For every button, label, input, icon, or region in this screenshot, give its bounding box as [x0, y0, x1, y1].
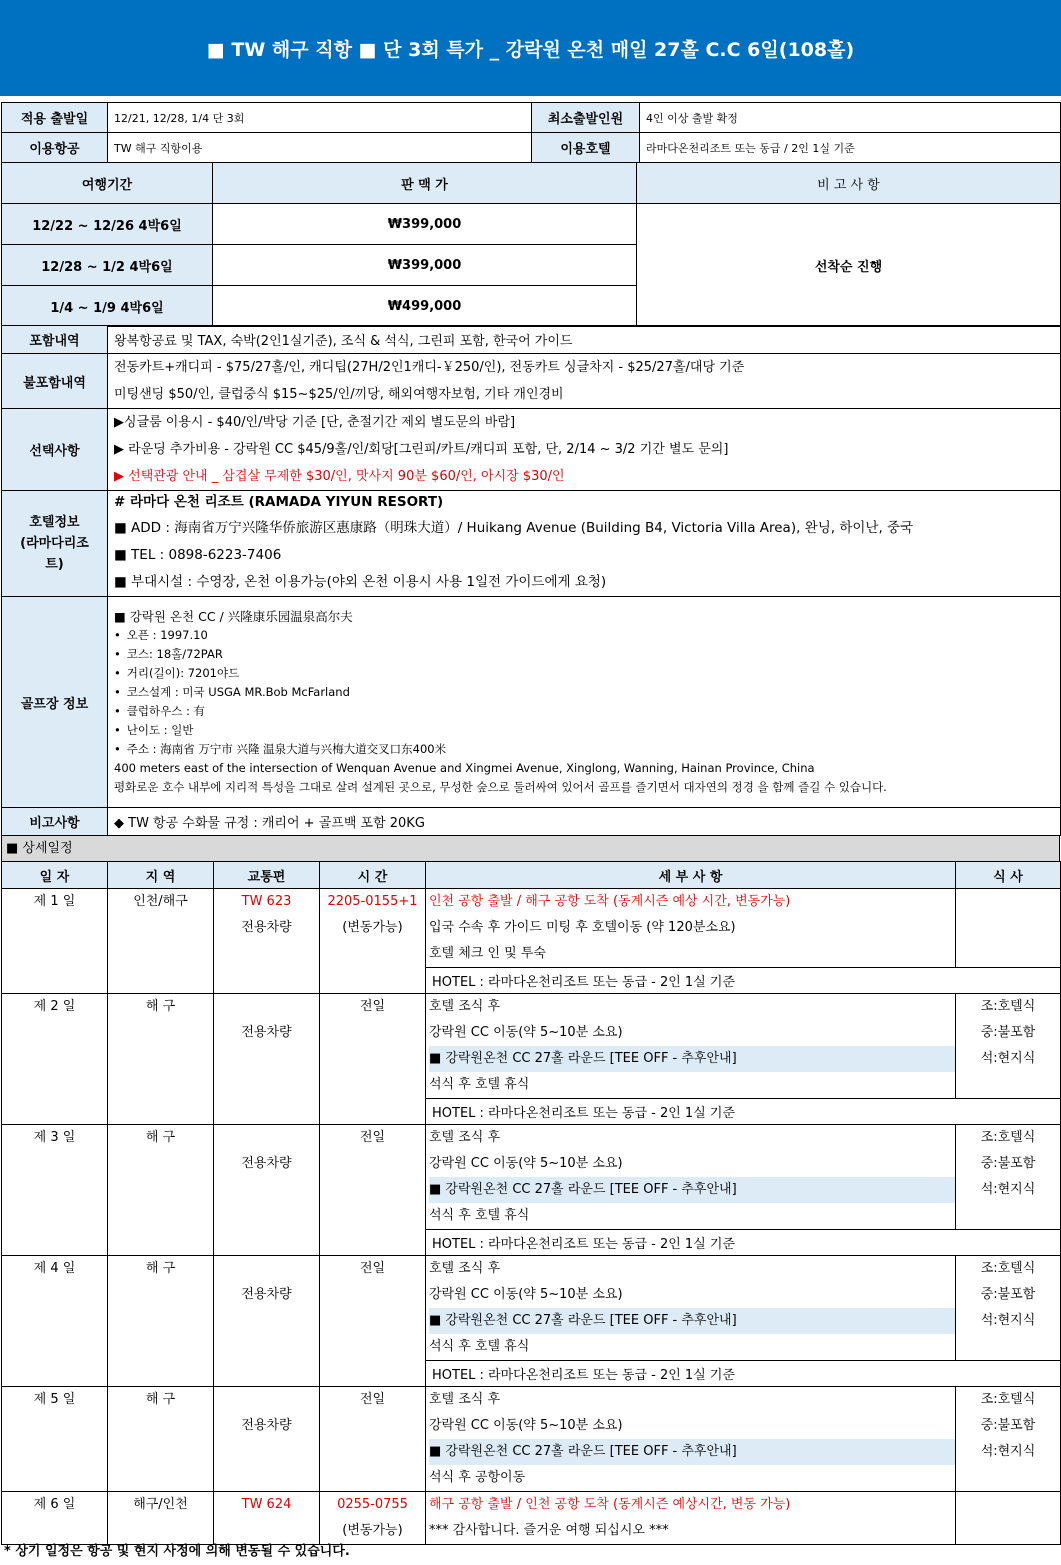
detail-round-line: ■ 강락원온천 CC 27홀 라운드 [TEE OFF - 추후안내]	[429, 1177, 955, 1203]
footer-note: * 상기 일정은 항공 및 현지 사정에 의해 변동될 수 있습니다.	[4, 1544, 350, 1559]
options-label: 선택사항	[2, 409, 108, 491]
vehicle-label: 전용차량	[241, 1287, 292, 1302]
detail-round-line: ■ 강락원온천 CC 27홀 라운드 [TEE OFF - 추후안내]	[429, 1439, 955, 1465]
col-transport: 교통편	[214, 862, 320, 889]
day-cell	[2, 1492, 108, 1545]
transport-cell	[214, 994, 320, 1125]
exclude-values	[108, 354, 1061, 409]
detail-line: 호텔 체크 인 및 투숙	[429, 946, 546, 961]
golf-bullet: • 난이도 : 일반	[114, 721, 1060, 740]
day-cell	[2, 1125, 108, 1256]
hotel-line: HOTEL : 라마다온천리조트 또는 동급 - 2인 1실 기준	[426, 1361, 1061, 1387]
price-cell: ₩399,000	[213, 245, 637, 286]
meal-dinner: 석:현지식	[980, 1313, 1036, 1328]
vehicle-label: 전용차량	[241, 920, 292, 935]
day-label: 제 5 일	[33, 1392, 76, 1407]
col-day: 일 자	[2, 862, 108, 889]
detail-line: 강락원 CC 이동(약 5~10분 소요)	[429, 1025, 623, 1040]
transport-cell	[214, 1492, 320, 1545]
hotel-info-values	[108, 491, 1061, 597]
golf-bullet: • 코스: 18홀/72PAR	[114, 645, 1060, 664]
detail-line: 석식 후 호텔 휴식	[429, 1339, 530, 1354]
day-cell	[2, 889, 108, 994]
region-cell	[108, 1387, 214, 1492]
golf-description: 평화로운 호수 내부에 지리적 특성을 그대로 살려 설계된 곳으로, 무성한 숲으로 둘러싸여 있어서 골프를 즐기면서 대자연의 정경 을 함께 즐길 수 있습니다.	[114, 780, 887, 794]
include-label: 포함내역	[2, 326, 108, 354]
region-label: 해 구	[145, 999, 176, 1014]
airline-label: 이용항공	[2, 133, 108, 163]
price-cell: ₩399,000	[213, 204, 637, 245]
vehicle-label: 전용차량	[241, 1156, 292, 1171]
region-label: 해 구	[145, 1261, 176, 1276]
meals-cell	[956, 1492, 1061, 1545]
hotel-address: ■ ADD : 海南省万宁兴隆华侨旅游区惠康路（明珠大道）/ Huikang Avenue (Building B4, Victoria Villa Area), 완닝, 하이난, 중국	[114, 520, 914, 536]
details-cell	[426, 1125, 956, 1230]
golf-bullet: • 클럽하우스 : 有	[114, 702, 1060, 721]
day-label: 제 6 일	[33, 1497, 76, 1512]
meals-cell	[956, 1125, 1061, 1230]
meal-breakfast: 조:호텔식	[980, 1261, 1036, 1276]
region-label: 해 구	[145, 1130, 176, 1145]
page-title: ■ TW 해구 직항 ■ 단 3회 특가 _ 강락원 온천 매일 27홀 C.C 6일(108홀)	[0, 0, 1061, 96]
meal-lunch: 중:불포함	[980, 1156, 1036, 1171]
time-label: 전일	[359, 1261, 386, 1276]
time-cell	[320, 1492, 426, 1545]
detail-line: 강락원 CC 이동(약 5~10분 소요)	[429, 1287, 623, 1302]
exclude-line: 전동카트+캐디피 - $75/27홀/인, 캐디팁(27H/2인1캐디-￥250/인), 전동카트 싱글차지 - $25/27홀/대당 기준	[114, 360, 745, 375]
time-label: 전일	[359, 1130, 386, 1145]
region-cell	[108, 889, 214, 994]
time-cell	[320, 994, 426, 1125]
col-time: 시 간	[320, 862, 426, 889]
time-note: (변동가능)	[342, 920, 403, 935]
details-cell	[426, 994, 956, 1099]
meal-breakfast: 조:호텔식	[980, 1130, 1036, 1145]
transport-cell	[214, 1125, 320, 1256]
detail-line: 석식 후 호텔 휴식	[429, 1208, 530, 1223]
exclude-label: 불포함내역	[2, 354, 108, 409]
time-cell	[320, 1387, 426, 1492]
region-label: 해구/인천	[133, 1497, 188, 1512]
region-cell	[108, 994, 214, 1125]
meals-cell	[956, 1256, 1061, 1361]
schedule-section-title: ■ 상세일정	[1, 835, 1060, 861]
time-label: 전일	[359, 1392, 386, 1407]
note-header: 비 고 사 항	[637, 163, 1061, 204]
flight-number: TW 623	[241, 894, 292, 909]
min-people-value: 4인 이상 출발 확정	[640, 103, 1061, 133]
meals-cell	[956, 994, 1061, 1099]
detail-line: 석식 후 공항이동	[429, 1470, 526, 1485]
meal-lunch: 중:불포함	[980, 1025, 1036, 1040]
day-label: 제 4 일	[33, 1261, 76, 1276]
region-cell	[108, 1256, 214, 1387]
price-cell: ₩499,000	[213, 286, 637, 327]
option-tour-line: ▶ 선택관광 안내 _ 삼겹살 무제한 $30/인, 맛사지 90분 $60/인, 아시장 $30/인	[114, 469, 565, 484]
hotel-info-label-line: (라마다리조	[20, 536, 89, 551]
detail-line: *** 감사합니다. 즐거운 여행 되십시오 ***	[429, 1523, 669, 1538]
hotel-info-label	[2, 491, 108, 597]
details-cell	[426, 889, 956, 968]
detail-line: 인천 공항 출발 / 해구 공항 도착 (동계시즌 예상 시간, 변동가능)	[429, 894, 791, 909]
option-line: ▶싱글룸 이용시 - $40/인/박당 기준 [단, 춘절기간 제외 별도문의 바람]	[114, 415, 516, 430]
col-region: 지 역	[108, 862, 214, 889]
detail-line: 호텔 조식 후	[429, 999, 501, 1014]
remarks-label: 비고사항	[2, 808, 108, 836]
flight-number: TW 624	[241, 1497, 292, 1512]
details-cell	[426, 1387, 956, 1492]
meal-lunch: 중:불포함	[980, 1418, 1036, 1433]
col-meals: 식 사	[956, 862, 1061, 889]
period-cell: 12/28 ~ 1/2 4박6일	[2, 245, 213, 286]
option-line: ▶ 라운딩 추가비용 - 강락원 CC $45/9홀/인/회당[그린피/카트/캐디피 포함, 단, 2/14 ~ 3/2 기간 별도 문의]	[114, 442, 729, 457]
detail-round-line: ■ 강락원온천 CC 27홀 라운드 [TEE OFF - 추후안내]	[429, 1046, 955, 1072]
golf-label: 골프장 정보	[2, 597, 108, 808]
region-label: 인천/해구	[133, 894, 188, 909]
day-label: 제 2 일	[33, 999, 76, 1014]
hotel-line: HOTEL : 라마다온천리조트 또는 동급 - 2인 1실 기준	[426, 1099, 1061, 1125]
period-cell: 1/4 ~ 1/9 4박6일	[2, 286, 213, 327]
schedule-table	[1, 861, 1061, 1545]
hotel-line: HOTEL : 라마다온천리조트 또는 동급 - 2인 1실 기준	[426, 968, 1061, 994]
meals-cell	[956, 1387, 1061, 1492]
departure-label: 적용 출발일	[2, 103, 108, 133]
meal-breakfast: 조:호텔식	[980, 1392, 1036, 1407]
airline-value: TW 해구 직항이용	[108, 133, 532, 163]
detail-round-line: ■ 강락원온천 CC 27홀 라운드 [TEE OFF - 추후안내]	[429, 1308, 955, 1334]
time-cell	[320, 889, 426, 994]
flight-time: 2205-0155+1	[327, 894, 418, 909]
day-cell	[2, 1387, 108, 1492]
hotel-label: 이용호텔	[532, 133, 640, 163]
day-label: 제 1 일	[33, 894, 76, 909]
region-label: 해 구	[145, 1392, 176, 1407]
detail-line: 입국 수속 후 가이드 미팅 후 호텔이동 (약 120분소요)	[429, 920, 736, 935]
hotel-info-label-line: 트)	[45, 557, 64, 572]
min-people-label: 최소출발인원	[532, 103, 640, 133]
time-label: 전일	[359, 999, 386, 1014]
hotel-facilities: ■ 부대시설 : 수영장, 온천 이용가능(야외 온천 이용시 사용 1일전 가이드에게 요청)	[114, 574, 607, 590]
time-note: (변동가능)	[342, 1523, 403, 1538]
detail-line: 호텔 조식 후	[429, 1261, 501, 1276]
meals-cell	[956, 889, 1061, 968]
vehicle-label: 전용차량	[241, 1025, 292, 1040]
transport-cell	[214, 889, 320, 994]
hotel-info-label-line: 호텔정보	[29, 515, 80, 530]
detail-line: 해구 공항 출발 / 인천 공항 도착 (동계시즌 예상시간, 변동 가능)	[429, 1497, 791, 1512]
include-value: 왕복항공료 및 TAX, 숙박(2인1실기준), 조식 & 석식, 그린피 포함, 한국어 가이드	[108, 326, 1061, 354]
day-cell	[2, 994, 108, 1125]
period-header: 여행기간	[2, 163, 213, 204]
transport-cell	[214, 1256, 320, 1387]
details-cell	[426, 1492, 956, 1545]
golf-bullet: • 거리(길이): 7201야드	[114, 664, 1060, 683]
details-table	[1, 325, 1061, 836]
detail-line: 석식 후 호텔 휴식	[429, 1077, 530, 1092]
golf-bullet: • 코스설계 : 미국 USGA MR.Bob McFarland	[114, 683, 1060, 702]
time-cell	[320, 1125, 426, 1256]
golf-bullet: • 오픈 : 1997.10	[114, 626, 1060, 645]
meal-dinner: 석:현지식	[980, 1444, 1036, 1459]
hotel-line: HOTEL : 라마다온천리조트 또는 동급 - 2인 1실 기준	[426, 1230, 1061, 1256]
golf-bullet: • 주소 : 海南省 万宁市 兴隆 温泉大道与兴梅大道交叉口东400米	[114, 740, 1060, 759]
options-values	[108, 409, 1061, 491]
day-cell	[2, 1256, 108, 1387]
detail-line: 호텔 조식 후	[429, 1130, 501, 1145]
remarks-value: ◆ TW 항공 수화물 규정 : 캐리어 + 골프백 포함 20KG	[108, 808, 1061, 836]
golf-title: ■ 강락원 온천 CC / 兴隆康乐园温泉高尔夫	[114, 609, 353, 624]
time-cell	[320, 1256, 426, 1387]
detail-line: 호텔 조식 후	[429, 1392, 501, 1407]
hotel-tel: ■ TEL : 0898-6223-7406	[114, 547, 282, 563]
price-note: 선착순 진행	[637, 204, 1061, 327]
meal-dinner: 석:현지식	[980, 1051, 1036, 1066]
exclude-line: 미팅샌딩 $50/인, 클럽중식 $15~$25/인/끼당, 해외여행자보험, 기타 개인경비	[114, 387, 564, 402]
meal-dinner: 석:현지식	[980, 1182, 1036, 1197]
region-cell	[108, 1492, 214, 1545]
flight-time: 0255-0755	[337, 1497, 408, 1512]
meal-breakfast: 조:호텔식	[980, 999, 1036, 1014]
vehicle-label: 전용차량	[241, 1418, 292, 1433]
golf-values	[108, 597, 1061, 808]
info-table	[1, 102, 1061, 163]
detail-line: 강락원 CC 이동(약 5~10분 소요)	[429, 1156, 623, 1171]
golf-english-address: 400 meters east of the intersection of Wenquan Avenue and Xingmei Avenue, Xinglong, Wanning, Hainan Province, China	[114, 761, 815, 775]
day-label: 제 3 일	[33, 1130, 76, 1145]
col-details: 세 부 사 항	[426, 862, 956, 889]
period-cell: 12/22 ~ 12/26 4박6일	[2, 204, 213, 245]
hotel-value: 라마다온천리조트 또는 동급 / 2인 1실 기준	[640, 133, 1061, 163]
transport-cell	[214, 1387, 320, 1492]
price-header: 판 맥 가	[213, 163, 637, 204]
departure-value: 12/21, 12/28, 1/4 단 3회	[108, 103, 532, 133]
price-table	[1, 162, 1061, 327]
hotel-name: # 라마다 온천 리조트 (RAMADA YIYUN RESORT)	[114, 494, 444, 510]
detail-line: 강락원 CC 이동(약 5~10분 소요)	[429, 1418, 623, 1433]
region-cell	[108, 1125, 214, 1256]
meal-lunch: 중:불포함	[980, 1287, 1036, 1302]
details-cell	[426, 1256, 956, 1361]
